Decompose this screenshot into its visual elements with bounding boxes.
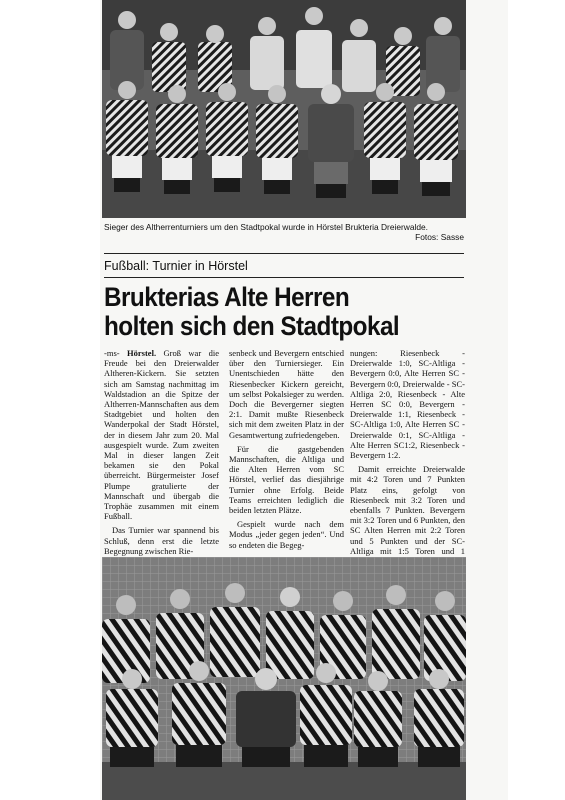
headline-line-2: holten sich den Stadtpokal [104, 311, 400, 341]
paragraph: Groß war die Freude bei den Dreierwalder Altheren-Kickern. Sie setzten sich am Samstag nachmittag im Waldstadion an die Spitze der Altherren-Mannschaften aus dem Stadtgebiet und holten den Wanderpokal der Stadt Hörstel, der in diesem Jahr zum 20. Mal ausgespielt wurde. Zum zweiten Mal in dieser langen Zeit bekamen sie den Pokal überreicht. Bürgermeister Josef Plumpe gratulierte der Mannschaft und übergab die Trophäe zusammen mit einem Fußball. [104, 348, 219, 522]
team-photo-top [102, 0, 466, 218]
photo-credit: Fotos: Sasse [415, 232, 464, 242]
paragraph: Das Turnier war spannend bis Schluß, denn erst die letzte Begegnung zwischen Rie- [104, 525, 219, 556]
headline-line-1: Brukterias Alte Herren [104, 282, 350, 312]
paragraph: Gespielt wurde nach dem Modus „jeder gegen jeden“. Und so endeten die Begeg- [229, 519, 344, 550]
caption-text: Sieger des Altherrenturniers um den Stadtpokal wurde in Hörstel Brukteria Dreierwalde. [104, 222, 428, 232]
paragraph: senbeck und Bevergern entschied über den Turniersieger. Ein Unentschieden hätte den Riesenbecker Kickern gereicht, um selbst Pokalsieger zu werden. Doch die Bevergerner siegten 2:1. Damit mußte Riesenbeck sich mit dem zweiten Platz in der Gesamtwertung zufriedengeben. [229, 348, 344, 440]
divider [104, 253, 464, 254]
paragraph: Für die gastgebenden Mannschaften, die Altliga und die Alten Herren vom SC Hörstel, verlief das diesjährige Turnier ohne Erfolg. Beide Teams erreichten lediglich die beiden letzten Plätze. [229, 443, 344, 516]
rubric: Fußball: Turnier in Hörstel [104, 259, 248, 273]
article-column-1 [104, 348, 219, 556]
author-tag: -ms- [104, 348, 120, 358]
photo-caption [104, 222, 464, 242]
paragraph: Damit erreichte Dreierwalde mit 4:2 Toren und 7 Punkten Platz eins, gefolgt von Riesenbeck mit 3:2 Toren und ebenfalls 7 Punkten. Bevergern mit 3:2 Toren und 6 Punkten, den SC Alten Herren mit 2:2 Toren und 5 Punkten und der SC-Altliga mit 1:5 Toren und 1 [350, 464, 465, 556]
article-column-3 [350, 348, 465, 566]
dateline: Hörstel. [127, 348, 157, 358]
team-photo-bottom [102, 557, 466, 800]
paragraph: nungen: Riesenbeck - Dreierwalde 1:0, SC-Altliga - Bevergern 0:0, Alte Herren SC - Bevergern 0:0, Dreierwalde - SC-Altliga 2:0, Riesenbeck - Alte Herren SC 0:0, Bevergern - Dreierwalde 1:1, Riesenbeck - SC-Altliga 1:0, Alte Herren SC - Dreierwalde 0:1, SC-Altliga - Alte Herren SC1:2, Riesenbeck - Bevergern 1:2. [350, 348, 465, 461]
divider [104, 277, 464, 278]
headline [104, 283, 430, 341]
article-column-2 [229, 348, 344, 550]
